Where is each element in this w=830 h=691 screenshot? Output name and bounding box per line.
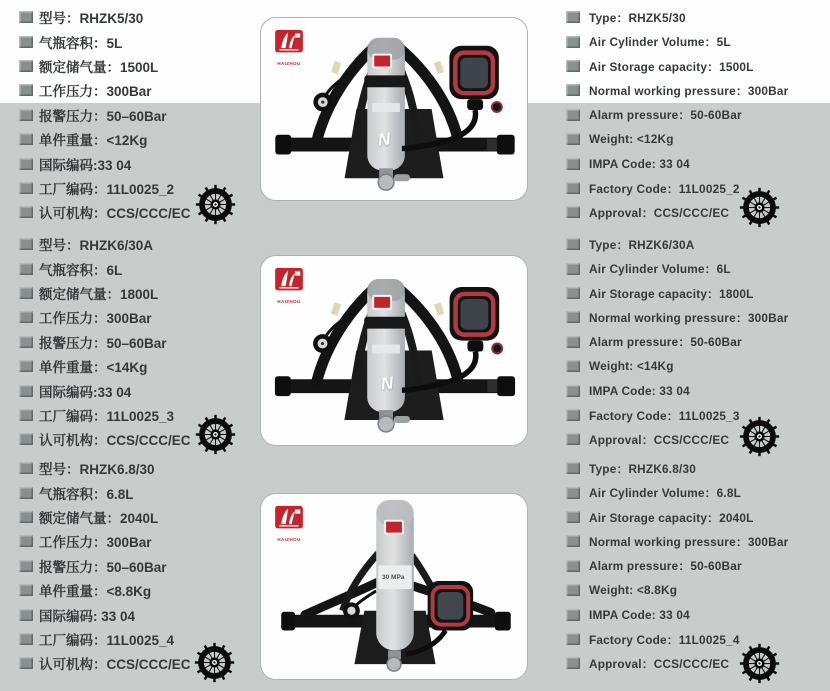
spec-text: 单件重量：<8.8Kg: [39, 584, 152, 600]
spec-row: [19, 578, 269, 602]
spec-text: Air Cylinder Volume：6L: [589, 262, 731, 277]
square-bullet-icon: [19, 560, 33, 572]
product-card-rhzk6-30a: [260, 255, 528, 446]
square-bullet-icon: [566, 206, 580, 218]
spec-text: 国际编码:33 04: [39, 157, 132, 173]
spec-text: Air Storage capacity：1500L: [589, 59, 754, 74]
square-bullet-icon: [566, 133, 580, 145]
spec-row: [566, 456, 816, 480]
ship-wheel-icon: [737, 185, 782, 230]
square-bullet-icon: [566, 409, 580, 421]
square-bullet-icon: [19, 60, 33, 72]
square-bullet-icon: [566, 511, 580, 523]
spec-row: [19, 378, 269, 402]
spec-row: [566, 103, 816, 127]
spec-row: [566, 232, 816, 256]
cylinder-mark: N: [376, 129, 392, 150]
brand-logo-text: HAIZHOU: [277, 299, 301, 304]
spec-text: 型号：RHZK5/30: [39, 11, 144, 27]
square-bullet-icon: [19, 433, 33, 445]
square-bullet-icon: [19, 206, 33, 218]
sail-logo-icon: [274, 29, 304, 55]
square-bullet-icon: [566, 60, 580, 72]
spec-row: [566, 554, 816, 578]
spec-text: Approval：CCS/CCC/EC: [589, 656, 730, 671]
spec-row: [19, 256, 269, 280]
square-bullet-icon: [19, 584, 33, 596]
spec-text: 报警压力：50–60Bar: [39, 559, 167, 575]
spec-row: [566, 578, 816, 602]
square-bullet-icon: [566, 238, 580, 250]
spec-row: [566, 78, 816, 102]
spec-text: Weight: <14Kg: [589, 359, 674, 374]
spec-row: [19, 78, 269, 102]
spec-text: Type：RHZK5/30: [589, 10, 686, 25]
spec-text: Weight: <8.8Kg: [589, 583, 678, 598]
spec-text: Air Storage capacity：2040L: [589, 510, 754, 525]
sail-logo-icon: [274, 505, 304, 531]
square-bullet-icon: [19, 287, 33, 299]
square-bullet-icon: [566, 462, 580, 474]
square-bullet-icon: [19, 158, 33, 170]
spec-row: [566, 480, 816, 504]
spec-row: [19, 54, 269, 78]
spec-row: [566, 330, 816, 354]
spec-text: Factory Code：11L0025_2: [589, 181, 740, 196]
spec-text: IMPA Code: 33 04: [589, 607, 690, 622]
brand-logo-text: HAIZHOU: [277, 537, 301, 542]
spec-text: Alarm pressure：50-60Bar: [589, 335, 742, 350]
square-bullet-icon: [19, 133, 33, 145]
spec-row: [19, 151, 269, 175]
spec-text: 工作压力：300Bar: [39, 311, 152, 327]
spec-text: 型号：RHZK6.8/30: [39, 462, 155, 478]
square-bullet-icon: [19, 511, 33, 523]
spec-row: [19, 480, 269, 504]
spec-text: Approval：CCS/CCC/EC: [589, 205, 730, 220]
spec-text: 单件重量：<12Kg: [39, 133, 148, 149]
square-bullet-icon: [566, 487, 580, 499]
brand-logo-text: HAIZHOU: [277, 61, 301, 66]
brand-logo: [271, 505, 307, 542]
spec-row: [566, 281, 816, 305]
spec-text: 型号：RHZK6/30A: [39, 238, 154, 254]
square-bullet-icon: [19, 360, 33, 372]
spec-text: IMPA Code: 33 04: [589, 156, 690, 171]
spec-text: Air Cylinder Volume：5L: [589, 35, 731, 50]
spec-text: 额定储气量：2040L: [39, 511, 159, 527]
spec-text: 认可机构：CCS/CCC/EC: [39, 657, 191, 673]
spec-row: [566, 378, 816, 402]
spec-row: [566, 505, 816, 529]
cylinder-label: 30 MPa: [382, 574, 405, 581]
square-bullet-icon: [19, 263, 33, 275]
spec-row: [19, 29, 269, 53]
spec-text: Normal working pressure：300Bar: [589, 83, 789, 98]
square-bullet-icon: [19, 36, 33, 48]
spec-row: [19, 127, 269, 151]
square-bullet-icon: [566, 433, 580, 445]
square-bullet-icon: [566, 36, 580, 48]
spec-text: Alarm pressure：50-60Bar: [589, 559, 742, 574]
square-bullet-icon: [19, 336, 33, 348]
spec-row: [19, 232, 269, 256]
square-bullet-icon: [566, 657, 580, 669]
ship-wheel-icon: [192, 640, 237, 685]
square-bullet-icon: [566, 11, 580, 23]
square-bullet-icon: [566, 158, 580, 170]
spec-text: 工作压力：300Bar: [39, 535, 152, 551]
spec-row: [566, 305, 816, 329]
square-bullet-icon: [566, 560, 580, 572]
spec-text: Approval：CCS/CCC/EC: [589, 432, 730, 447]
spec-row: [566, 529, 816, 553]
spec-row: [566, 29, 816, 53]
square-bullet-icon: [19, 409, 33, 421]
spec-row: [566, 602, 816, 626]
ship-wheel-icon: [193, 412, 238, 457]
spec-row: [19, 305, 269, 329]
spec-text: 工厂编码：11L0025_4: [39, 633, 175, 649]
square-bullet-icon: [19, 535, 33, 547]
spec-row: [566, 127, 816, 151]
square-bullet-icon: [19, 109, 33, 121]
spec-text: 认可机构：CCS/CCC/EC: [39, 433, 191, 449]
spec-text: Factory Code：11L0025_4: [589, 632, 740, 647]
square-bullet-icon: [566, 263, 580, 275]
square-bullet-icon: [19, 182, 33, 194]
square-bullet-icon: [19, 311, 33, 323]
square-bullet-icon: [566, 336, 580, 348]
product-card-rhzk5-30: [260, 17, 528, 201]
square-bullet-icon: [566, 609, 580, 621]
spec-text: 国际编码:33 04: [39, 384, 132, 400]
square-bullet-icon: [566, 287, 580, 299]
spec-text: 报警压力：50–60Bar: [39, 335, 167, 351]
spec-row: [566, 151, 816, 175]
spec-text: Weight: <12Kg: [589, 132, 674, 147]
spec-text: 气瓶容积：6.8L: [39, 486, 134, 502]
spec-text: Type：RHZK6.8/30: [589, 461, 697, 476]
spec-text: Factory Code：11L0025_3: [589, 408, 740, 423]
brand-logo: [271, 29, 307, 66]
square-bullet-icon: [19, 462, 33, 474]
spec-text: Air Storage capacity：1800L: [589, 286, 754, 301]
brand-logo: [271, 267, 307, 304]
spec-row: [19, 330, 269, 354]
ship-wheel-icon: [737, 641, 782, 686]
square-bullet-icon: [566, 311, 580, 323]
product-card-rhzk6-8-30: [260, 493, 528, 680]
spec-text: 认可机构：CCS/CCC/EC: [39, 206, 191, 222]
spec-text: 报警压力：50–60Bar: [39, 108, 167, 124]
square-bullet-icon: [19, 11, 33, 23]
square-bullet-icon: [566, 633, 580, 645]
square-bullet-icon: [19, 657, 33, 669]
spec-text: Air Cylinder Volume：6.8L: [589, 486, 742, 501]
cylinder-mark: N: [379, 373, 395, 394]
spec-row: [19, 505, 269, 529]
spec-text: 单件重量：<14Kg: [39, 360, 148, 376]
square-bullet-icon: [566, 584, 580, 596]
square-bullet-icon: [19, 84, 33, 96]
spec-text: 额定储气量：1500L: [39, 60, 159, 76]
square-bullet-icon: [19, 238, 33, 250]
spec-text: 工作压力：300Bar: [39, 84, 152, 100]
spec-text: Normal working pressure：300Bar: [589, 534, 789, 549]
spec-text: 工厂编码：11L0025_3: [39, 409, 175, 425]
spec-text: 国际编码: 33 04: [39, 608, 136, 624]
spec-row: [19, 103, 269, 127]
square-bullet-icon: [19, 609, 33, 621]
spec-row: [566, 256, 816, 280]
spec-text: 气瓶容积：5L: [39, 35, 123, 51]
spec-row: [566, 54, 816, 78]
spec-row: [19, 529, 269, 553]
square-bullet-icon: [566, 84, 580, 96]
square-bullet-icon: [566, 385, 580, 397]
square-bullet-icon: [566, 535, 580, 547]
spec-text: Normal working pressure：300Bar: [589, 310, 789, 325]
spec-text: Type：RHZK6/30A: [589, 237, 695, 252]
spec-text: 工厂编码：11L0025_2: [39, 182, 175, 198]
sail-logo-icon: [274, 267, 304, 293]
spec-row: [19, 5, 269, 29]
spec-text: IMPA Code: 33 04: [589, 383, 690, 398]
spec-text: Alarm pressure：50-60Bar: [589, 108, 742, 123]
spec-row: [19, 554, 269, 578]
spec-row: [19, 602, 269, 626]
ship-wheel-icon: [193, 182, 238, 227]
spec-row: [566, 354, 816, 378]
square-bullet-icon: [566, 182, 580, 194]
square-bullet-icon: [566, 109, 580, 121]
spec-text: 气瓶容积：6L: [39, 262, 123, 278]
spec-row: [566, 5, 816, 29]
spec-row: [19, 354, 269, 378]
spec-text: 额定储气量：1800L: [39, 287, 159, 303]
spec-row: [19, 281, 269, 305]
square-bullet-icon: [566, 360, 580, 372]
square-bullet-icon: [19, 633, 33, 645]
square-bullet-icon: [19, 385, 33, 397]
ship-wheel-icon: [737, 414, 782, 459]
spec-row: [19, 456, 269, 480]
square-bullet-icon: [19, 487, 33, 499]
